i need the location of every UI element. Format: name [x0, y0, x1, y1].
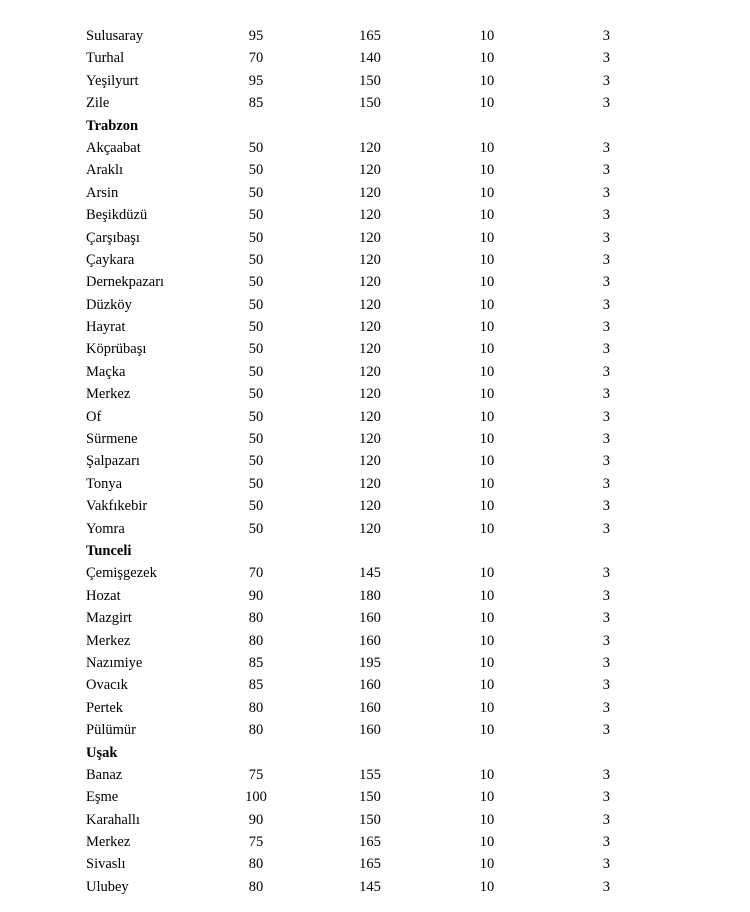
- district-name: Merkez: [86, 834, 131, 851]
- cell-col-3: 120: [359, 251, 381, 268]
- cell-col-5: 3: [602, 184, 610, 201]
- cell-col-4: 10: [479, 453, 495, 470]
- district-name: Karahallı: [86, 811, 140, 828]
- table-row: [0, 406, 750, 428]
- cell-col-2: 95: [248, 72, 264, 89]
- cell-col-3: 180: [359, 587, 381, 604]
- cell-col-3: 120: [359, 475, 381, 492]
- table-row: [0, 585, 750, 607]
- cell-col-2: 85: [248, 654, 264, 671]
- district-name: Çarşıbaşı: [86, 229, 140, 246]
- cell-col-4: 10: [479, 475, 495, 492]
- table-row: [0, 249, 750, 271]
- cell-col-2: 50: [248, 341, 264, 358]
- table-row: [0, 831, 750, 853]
- district-name: Turhal: [86, 50, 125, 67]
- cell-col-3: 160: [359, 610, 381, 627]
- table-row: [0, 450, 750, 472]
- cell-col-3: 120: [359, 296, 381, 313]
- table-row: [0, 204, 750, 226]
- cell-col-4: 10: [479, 654, 495, 671]
- district-name: Banaz: [86, 766, 123, 783]
- cell-col-5: 3: [602, 811, 610, 828]
- cell-col-2: 85: [248, 95, 264, 112]
- cell-col-2: 85: [248, 677, 264, 694]
- cell-col-4: 10: [479, 207, 495, 224]
- table-row: [0, 159, 750, 181]
- district-name: Akçaabat: [86, 139, 141, 156]
- cell-col-2: 80: [248, 878, 264, 895]
- cell-col-2: 50: [248, 184, 264, 201]
- cell-col-3: 150: [359, 95, 381, 112]
- cell-col-3: 150: [359, 789, 381, 806]
- cell-col-3: 120: [359, 274, 381, 291]
- district-name: Beşikdüzü: [86, 207, 148, 224]
- cell-col-2: 50: [248, 431, 264, 448]
- district-name: Eşme: [86, 789, 119, 806]
- cell-col-3: 165: [359, 834, 381, 851]
- cell-col-5: 3: [602, 274, 610, 291]
- cell-col-4: 10: [479, 72, 495, 89]
- district-name: Pertek: [86, 699, 124, 716]
- cell-col-2: 100: [245, 789, 267, 806]
- district-name: Zile: [86, 95, 110, 112]
- cell-col-3: 145: [359, 878, 381, 895]
- table-row: [0, 652, 750, 674]
- cell-col-4: 10: [479, 431, 495, 448]
- cell-col-3: 120: [359, 184, 381, 201]
- table-row: [0, 562, 750, 584]
- table-row: [0, 764, 750, 786]
- cell-col-4: 10: [479, 319, 495, 336]
- cell-col-4: 10: [479, 408, 495, 425]
- cell-col-5: 3: [602, 50, 610, 67]
- province-name: Uşak: [86, 744, 118, 761]
- cell-col-2: 50: [248, 207, 264, 224]
- province-name: Tunceli: [86, 542, 132, 559]
- cell-col-5: 3: [602, 139, 610, 156]
- cell-col-4: 10: [479, 139, 495, 156]
- cell-col-5: 3: [602, 251, 610, 268]
- table-row: [0, 607, 750, 629]
- cell-col-3: 140: [359, 50, 381, 67]
- cell-col-4: 10: [479, 341, 495, 358]
- cell-col-4: 10: [479, 878, 495, 895]
- cell-col-3: 155: [359, 766, 381, 783]
- cell-col-5: 3: [602, 789, 610, 806]
- district-name: Pülümür: [86, 722, 136, 739]
- province-name: Trabzon: [86, 117, 139, 134]
- cell-col-5: 3: [602, 229, 610, 246]
- table-row: [0, 809, 750, 831]
- cell-col-2: 50: [248, 475, 264, 492]
- table-row: [0, 294, 750, 316]
- cell-col-2: 50: [248, 229, 264, 246]
- province-header-row: [0, 742, 750, 764]
- table-row: [0, 495, 750, 517]
- table-row: [0, 338, 750, 360]
- cell-col-2: 50: [248, 408, 264, 425]
- cell-col-4: 10: [479, 28, 495, 44]
- district-name: Merkez: [86, 386, 131, 403]
- cell-col-3: 120: [359, 386, 381, 403]
- cell-col-2: 90: [248, 587, 264, 604]
- district-name: Hayrat: [86, 319, 126, 336]
- cell-col-2: 95: [248, 28, 264, 44]
- table-row: [0, 786, 750, 808]
- table-row: [0, 227, 750, 249]
- district-name: Yeşilyurt: [86, 72, 139, 89]
- table-row: [0, 137, 750, 159]
- cell-col-2: 50: [248, 274, 264, 291]
- cell-col-4: 10: [479, 520, 495, 537]
- table-row: [0, 674, 750, 696]
- district-name: Of: [86, 408, 102, 425]
- district-name: Dernekpazarı: [86, 274, 165, 291]
- cell-col-2: 50: [248, 139, 264, 156]
- cell-col-2: 50: [248, 251, 264, 268]
- table-row: [0, 70, 750, 92]
- cell-col-4: 10: [479, 677, 495, 694]
- cell-col-5: 3: [602, 319, 610, 336]
- cell-col-3: 165: [359, 856, 381, 873]
- cell-col-5: 3: [602, 632, 610, 649]
- cell-col-5: 3: [602, 654, 610, 671]
- cell-col-4: 10: [479, 50, 495, 67]
- cell-col-4: 10: [479, 610, 495, 627]
- cell-col-5: 3: [602, 565, 610, 582]
- cell-col-3: 120: [359, 341, 381, 358]
- cell-col-3: 120: [359, 319, 381, 336]
- cell-col-5: 3: [602, 95, 610, 112]
- cell-col-5: 3: [602, 431, 610, 448]
- cell-col-3: 160: [359, 699, 381, 716]
- district-name: Ulubey: [86, 878, 129, 895]
- cell-col-4: 10: [479, 565, 495, 582]
- cell-col-4: 10: [479, 722, 495, 739]
- cell-col-5: 3: [602, 498, 610, 515]
- district-table: [0, 25, 750, 898]
- cell-col-2: 80: [248, 699, 264, 716]
- cell-col-4: 10: [479, 856, 495, 873]
- cell-col-5: 3: [602, 386, 610, 403]
- cell-col-4: 10: [479, 95, 495, 112]
- district-name: Hozat: [86, 587, 121, 604]
- cell-col-3: 120: [359, 207, 381, 224]
- cell-col-3: 120: [359, 229, 381, 246]
- cell-col-3: 165: [359, 28, 381, 44]
- cell-col-2: 50: [248, 319, 264, 336]
- district-name: Tonya: [86, 475, 123, 492]
- cell-col-4: 10: [479, 296, 495, 313]
- district-name: Düzköy: [86, 296, 132, 313]
- table-row: [0, 361, 750, 383]
- cell-col-2: 50: [248, 520, 264, 537]
- cell-col-2: 75: [248, 834, 264, 851]
- district-name: Sürmene: [86, 431, 138, 448]
- cell-col-4: 10: [479, 834, 495, 851]
- district-name: Çaykara: [86, 251, 135, 268]
- cell-col-5: 3: [602, 520, 610, 537]
- cell-col-5: 3: [602, 341, 610, 358]
- cell-col-5: 3: [602, 610, 610, 627]
- cell-col-4: 10: [479, 274, 495, 291]
- cell-col-5: 3: [602, 296, 610, 313]
- cell-col-4: 10: [479, 811, 495, 828]
- cell-col-5: 3: [602, 766, 610, 783]
- cell-col-3: 120: [359, 408, 381, 425]
- cell-col-2: 70: [248, 50, 264, 67]
- cell-col-4: 10: [479, 789, 495, 806]
- district-name: Araklı: [86, 162, 124, 179]
- district-name: Arsin: [86, 184, 119, 201]
- district-name: Mazgirt: [86, 610, 132, 627]
- cell-col-4: 10: [479, 162, 495, 179]
- cell-col-5: 3: [602, 475, 610, 492]
- table-row: [0, 182, 750, 204]
- cell-col-2: 75: [248, 766, 264, 783]
- district-name: Sivaslı: [86, 856, 126, 873]
- cell-col-5: 3: [602, 363, 610, 380]
- cell-col-5: 3: [602, 72, 610, 89]
- table-row: [0, 316, 750, 338]
- cell-col-4: 10: [479, 386, 495, 403]
- table-row: [0, 428, 750, 450]
- cell-col-4: 10: [479, 699, 495, 716]
- cell-col-4: 10: [479, 184, 495, 201]
- table-row: [0, 383, 750, 405]
- cell-col-2: 70: [248, 565, 264, 582]
- cell-col-4: 10: [479, 587, 495, 604]
- cell-col-4: 10: [479, 251, 495, 268]
- cell-col-3: 150: [359, 72, 381, 89]
- cell-col-2: 50: [248, 498, 264, 515]
- province-header-row: [0, 540, 750, 562]
- table-row: [0, 697, 750, 719]
- cell-col-3: 120: [359, 431, 381, 448]
- cell-col-4: 10: [479, 498, 495, 515]
- cell-col-3: 120: [359, 453, 381, 470]
- cell-col-3: 120: [359, 498, 381, 515]
- cell-col-5: 3: [602, 699, 610, 716]
- district-name: Köprübaşı: [86, 341, 147, 358]
- cell-col-2: 80: [248, 856, 264, 873]
- table-row: [0, 630, 750, 652]
- cell-col-3: 120: [359, 162, 381, 179]
- cell-col-2: 90: [248, 811, 264, 828]
- district-name: Vakfıkebir: [86, 498, 148, 515]
- cell-col-4: 10: [479, 229, 495, 246]
- cell-col-5: 3: [602, 207, 610, 224]
- district-name: Çemişgezek: [86, 565, 157, 582]
- cell-col-2: 50: [248, 162, 264, 179]
- table-row: [0, 25, 750, 47]
- cell-col-3: 195: [359, 654, 381, 671]
- province-header-row: [0, 115, 750, 137]
- cell-col-5: 3: [602, 856, 610, 873]
- cell-col-5: 3: [602, 162, 610, 179]
- cell-col-3: 145: [359, 565, 381, 582]
- district-name: Maçka: [86, 363, 126, 380]
- table-row: [0, 518, 750, 540]
- cell-col-3: 120: [359, 363, 381, 380]
- cell-col-2: 80: [248, 610, 264, 627]
- cell-col-4: 10: [479, 632, 495, 649]
- cell-col-2: 80: [248, 722, 264, 739]
- district-name: Merkez: [86, 632, 131, 649]
- table-row: [0, 719, 750, 741]
- cell-col-2: 50: [248, 386, 264, 403]
- cell-col-5: 3: [602, 722, 610, 739]
- cell-col-2: 50: [248, 363, 264, 380]
- cell-col-3: 160: [359, 722, 381, 739]
- table-row: [0, 271, 750, 293]
- district-name: Şalpazarı: [86, 453, 140, 470]
- district-name: Ovacık: [86, 677, 128, 694]
- district-name: Nazımiye: [86, 654, 143, 671]
- cell-col-4: 10: [479, 766, 495, 783]
- cell-col-5: 3: [602, 677, 610, 694]
- table-row: [0, 473, 750, 495]
- table-row: [0, 853, 750, 875]
- district-name: Sulusaray: [86, 28, 144, 44]
- cell-col-3: 160: [359, 632, 381, 649]
- cell-col-5: 3: [602, 878, 610, 895]
- district-name: Yomra: [86, 520, 125, 537]
- cell-col-3: 120: [359, 139, 381, 156]
- cell-col-2: 50: [248, 453, 264, 470]
- cell-col-5: 3: [602, 453, 610, 470]
- cell-col-5: 3: [602, 28, 610, 44]
- cell-col-4: 10: [479, 363, 495, 380]
- cell-col-3: 160: [359, 677, 381, 694]
- table-row: [0, 47, 750, 69]
- table-row: [0, 876, 750, 898]
- cell-col-2: 80: [248, 632, 264, 649]
- cell-col-5: 3: [602, 408, 610, 425]
- cell-col-5: 3: [602, 834, 610, 851]
- cell-col-3: 150: [359, 811, 381, 828]
- cell-col-2: 50: [248, 296, 264, 313]
- cell-col-5: 3: [602, 587, 610, 604]
- table-row: [0, 92, 750, 114]
- cell-col-3: 120: [359, 520, 381, 537]
